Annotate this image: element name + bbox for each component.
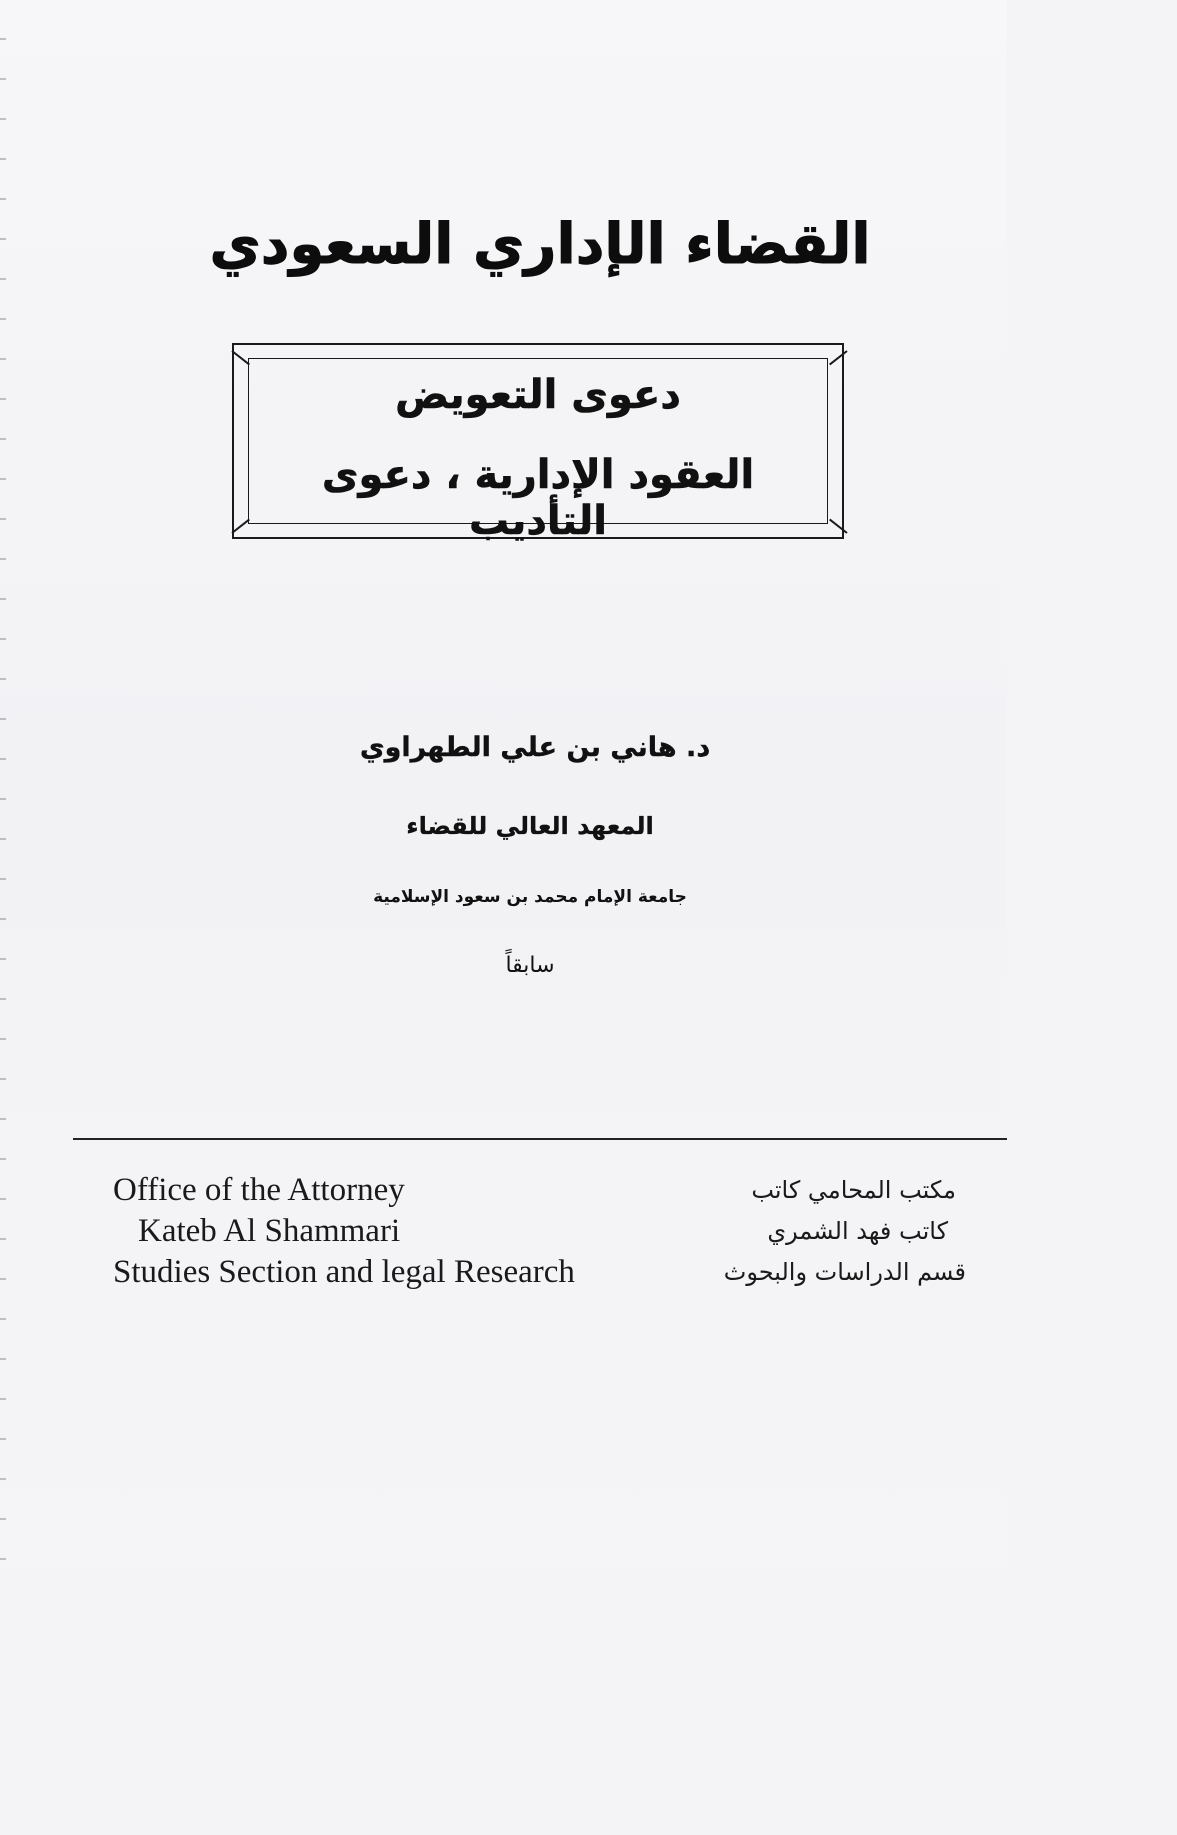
subtitle-line-2: العقود الإدارية ، دعوى التأديب: [321, 452, 755, 544]
footer-arabic-line: مكتب المحامي كاتب: [751, 1176, 956, 1204]
footer-arabic-line: كاتب فهد الشمري: [767, 1217, 948, 1245]
main-title: القضاء الإداري السعودي: [209, 212, 871, 277]
footer-english-line: Studies Section and legal Research: [113, 1254, 575, 1290]
subtitle-line-1: دعوى التعويض: [395, 372, 681, 418]
footer-arabic-line: قسم الدراسات والبحوث: [723, 1258, 966, 1286]
footer-arabic-block: [660, 1170, 966, 1293]
author-name: د. هاني بن علي الطهراوي: [359, 732, 711, 763]
footer-english-line: Office of the Attorney: [113, 1172, 405, 1208]
author-institute: المعهد العالي للقضاء: [406, 812, 654, 840]
footer-english-block: [113, 1170, 673, 1293]
footer-english-line: Kateb Al Shammari: [138, 1213, 401, 1249]
formerly-note: سابقاً: [505, 953, 555, 978]
footer-divider: [73, 1138, 1007, 1140]
binding-edge: [0, 0, 6, 1568]
author-university: جامعة الإمام محمد بن سعود الإسلامية: [373, 887, 687, 907]
